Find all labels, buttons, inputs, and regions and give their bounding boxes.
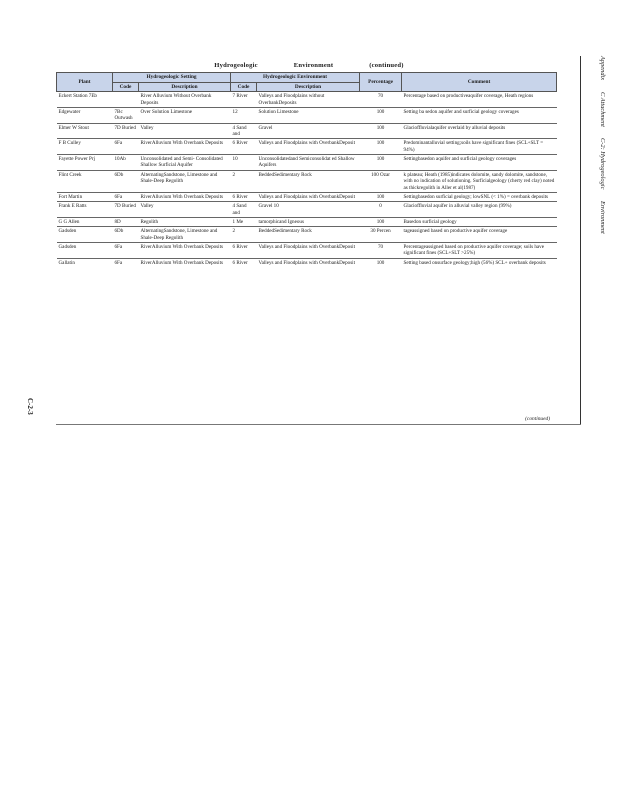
cell-env-code: 6 River [232, 259, 248, 266]
cell-setting-code: 6Db [114, 171, 124, 178]
bottom-rule [56, 424, 581, 425]
cell-percentage: 100 [376, 108, 385, 115]
cell-env-description: Valleys and Floodplains with OverbankDeposit [258, 244, 356, 251]
cell-setting-code: 7D Buried [114, 124, 136, 131]
cell-percentage: 100 [376, 140, 385, 147]
cell-percentage: 0 [379, 203, 382, 210]
cell-plant: G G Allen [58, 218, 80, 225]
cell-setting-description: RiverAlluvium With Overbank Deposits [140, 244, 223, 251]
table-row [57, 155, 557, 171]
cell-comment: tageassigned based on productive aquifer coverage [403, 228, 508, 235]
header-group-setting: Hydrogeologic Setting [113, 73, 231, 83]
cell-setting-description: RiverAlluvium With Overbank Deposits [140, 140, 223, 147]
cell-plant: Gadsden [58, 244, 77, 251]
cell-env-code: 6 River [232, 140, 248, 147]
cell-comment: Glacioffluvialaquifer overlaid by alluvial deposits [403, 124, 506, 131]
cell-env-description: Valleys and Floodplains with OverbankDeposit [258, 259, 356, 266]
cell-plant: Fort Martin [58, 193, 83, 200]
title-part-2: Environment [293, 62, 334, 69]
cell-setting-code: 6Db [114, 228, 124, 235]
cell-env-description: Gravel 10 [258, 203, 279, 210]
title-part-3: (continued) [369, 62, 404, 69]
cell-env-description: Unconsolidatedand Semiconsolidat ed Shallow Aquifers [258, 156, 355, 169]
cell-comment: Settingbasedon surficial geology; lowSNL (< 1%) = overbank deposits [403, 193, 549, 200]
table-row [57, 192, 557, 201]
cell-env-description: Valleys and Floodplains with OverbankDeposit [258, 193, 356, 200]
table-row [57, 139, 557, 155]
cell-env-code: 10 [232, 156, 238, 163]
table-row [57, 123, 557, 139]
table-row [57, 92, 557, 108]
cell-env-code: 4 Sand and [232, 124, 247, 138]
cell-env-code: 4 Sand and [232, 203, 247, 216]
cell-env-code: 6 River [232, 193, 248, 200]
cell-env-code: 6 River [232, 244, 248, 251]
cell-env-description: BeddedSedimentary Rock [258, 171, 312, 178]
cell-env-code: 7 River [232, 93, 248, 100]
cell-setting-description: AlternatingSandstone, Limestone and Shale-Deep Regolith [140, 228, 218, 241]
header-group-environment: Hydrogeologic Environment [231, 73, 360, 83]
cell-percentage: 100 [376, 156, 385, 163]
header-percentage: Percentage [360, 73, 402, 92]
header-setting-code: Code [113, 82, 139, 92]
cell-plant: Edgewater [58, 108, 81, 115]
cell-env-description: BeddedSedimentary Rock [258, 228, 312, 235]
cell-setting-description: Valley [140, 203, 154, 210]
table-row [57, 243, 557, 259]
cell-setting-description: River Alluvium Without Overbank Deposits [140, 93, 212, 106]
cell-percentage: 100 [376, 193, 385, 200]
cell-plant: Fayette Power Prj [58, 156, 95, 163]
cell-setting-description: RiverAlluvium With Overbank Deposits [140, 259, 223, 266]
table-row [57, 202, 557, 218]
cell-plant: F B Culley [58, 140, 81, 147]
cell-plant: Frank E Ratts [58, 203, 87, 210]
cell-setting-code: 6Fa [114, 193, 123, 200]
table-row [57, 170, 557, 192]
cell-setting-description: Regolith [140, 218, 159, 225]
cell-setting-description: Valley [140, 124, 154, 131]
cell-setting-code [113, 92, 139, 108]
cell-setting-code: 7D Buried [114, 203, 136, 210]
side-header-part-4: Environment [599, 201, 606, 235]
cell-percentage: 70 [377, 244, 384, 251]
cell-env-code: 1 Me [232, 218, 244, 225]
page-number: C-2-3 [26, 398, 34, 415]
cell-setting-code: 10Ab [114, 156, 126, 163]
header-comment: Comment [402, 73, 557, 92]
cell-env-description: Solution Limestone [258, 108, 299, 115]
cell-comment: Percentage based on productiveaquifer coverage, Heath regions [403, 93, 534, 100]
header-setting-description: Description [139, 82, 231, 92]
side-header-part-2: C Attachment [599, 91, 606, 127]
cell-env-code: 2 [232, 228, 236, 235]
cell-setting-description: RiverAlluvium With Overbank Deposits [140, 193, 223, 200]
page-title [0, 62, 618, 69]
cell-setting-description: AlternatingSandstone, Limestone and Shale-Deep Regolith [140, 171, 218, 185]
cell-env-description: tamorphicand Igneous [258, 218, 304, 225]
cell-comment: Setting ba sedon aquifer and surficial geology coverages [403, 108, 519, 115]
continued-note: (continued) [525, 416, 550, 422]
cell-comment: Settingbasedon aquifer and surficial geology coverages [403, 156, 517, 163]
cell-comment: Setting based onsurface geology;high (56%) SCL+ overbank deposits [403, 259, 546, 266]
cell-comment: k plateau; Heath (1985)indicates dolomite, sandy dolomite, sandstone, with no indication of solutioning. Surficialgeology (cherty red clay) noted as thickregolith in Aller et al(1987) [403, 171, 555, 191]
table-row [57, 217, 557, 226]
cell-plant: Gallatin [58, 259, 75, 266]
cell-percentage: 100 [376, 124, 385, 131]
header-env-description: Description [257, 82, 360, 92]
side-header-part-1: Appendix [599, 56, 606, 81]
title-part-1: Hydrogeologic [214, 62, 258, 69]
cell-env-description: Valleys and Floodplains with OverbankDeposit [258, 140, 356, 147]
cell-comment: Percentageassigned based on productive aquifer coverage; soils have significant fines (SCL+SLT >25%) [403, 244, 544, 257]
cell-env-description: Gravel [258, 124, 273, 131]
cell-percentage: 100 [376, 218, 385, 225]
table-row [57, 258, 557, 267]
cell-setting-code: 6Fa [114, 140, 123, 147]
side-running-header [592, 56, 606, 256]
cell-env-description: Valleys and Floodplains without OverbankDeposits [258, 93, 325, 106]
cell-percentage: 100 Ozar [371, 171, 390, 178]
cell-plant: Eckert Station 7Eb [58, 93, 97, 100]
cell-setting-code: 8D [114, 218, 121, 225]
cell-plant: Gadsden [58, 228, 77, 235]
cell-percentage: 100 [376, 259, 385, 266]
cell-setting-description: Over Solution Limestone [140, 108, 192, 115]
table-row [57, 227, 557, 243]
cell-setting-description: Unconsolidated and Semi- Consolidated Shallow Surficial Aquifer [140, 156, 223, 169]
hydrogeologic-table [56, 72, 557, 267]
side-header-part-3: C-2: Hydrogeologic [599, 138, 606, 190]
table-row [57, 107, 557, 123]
cell-comment: Basedon surficial geology [403, 218, 457, 225]
cell-setting-code: 6Fa [114, 244, 123, 251]
cell-setting-code: 6Fa [114, 259, 123, 266]
header-plant: Plant [57, 73, 113, 92]
cell-env-code: 12 [232, 108, 238, 115]
cell-percentage: 30 Percen [370, 228, 391, 235]
side-divider-line [580, 56, 581, 424]
cell-percentage: 70 [377, 93, 384, 100]
header-env-code: Code [231, 82, 257, 92]
cell-comment: Glacioffluvial aquifer in alluvial valley region (99%) [403, 203, 512, 210]
cell-comment: Predominantalluvial setting;soils have significant fines (SCL+SLT = 94%) [403, 140, 544, 153]
cell-setting-code: 7Bc Outwash [114, 108, 133, 122]
cell-plant: Flint Creek [58, 171, 82, 178]
cell-plant: Elmer W Stout [58, 124, 89, 131]
cell-env-code: 2 [232, 171, 236, 178]
